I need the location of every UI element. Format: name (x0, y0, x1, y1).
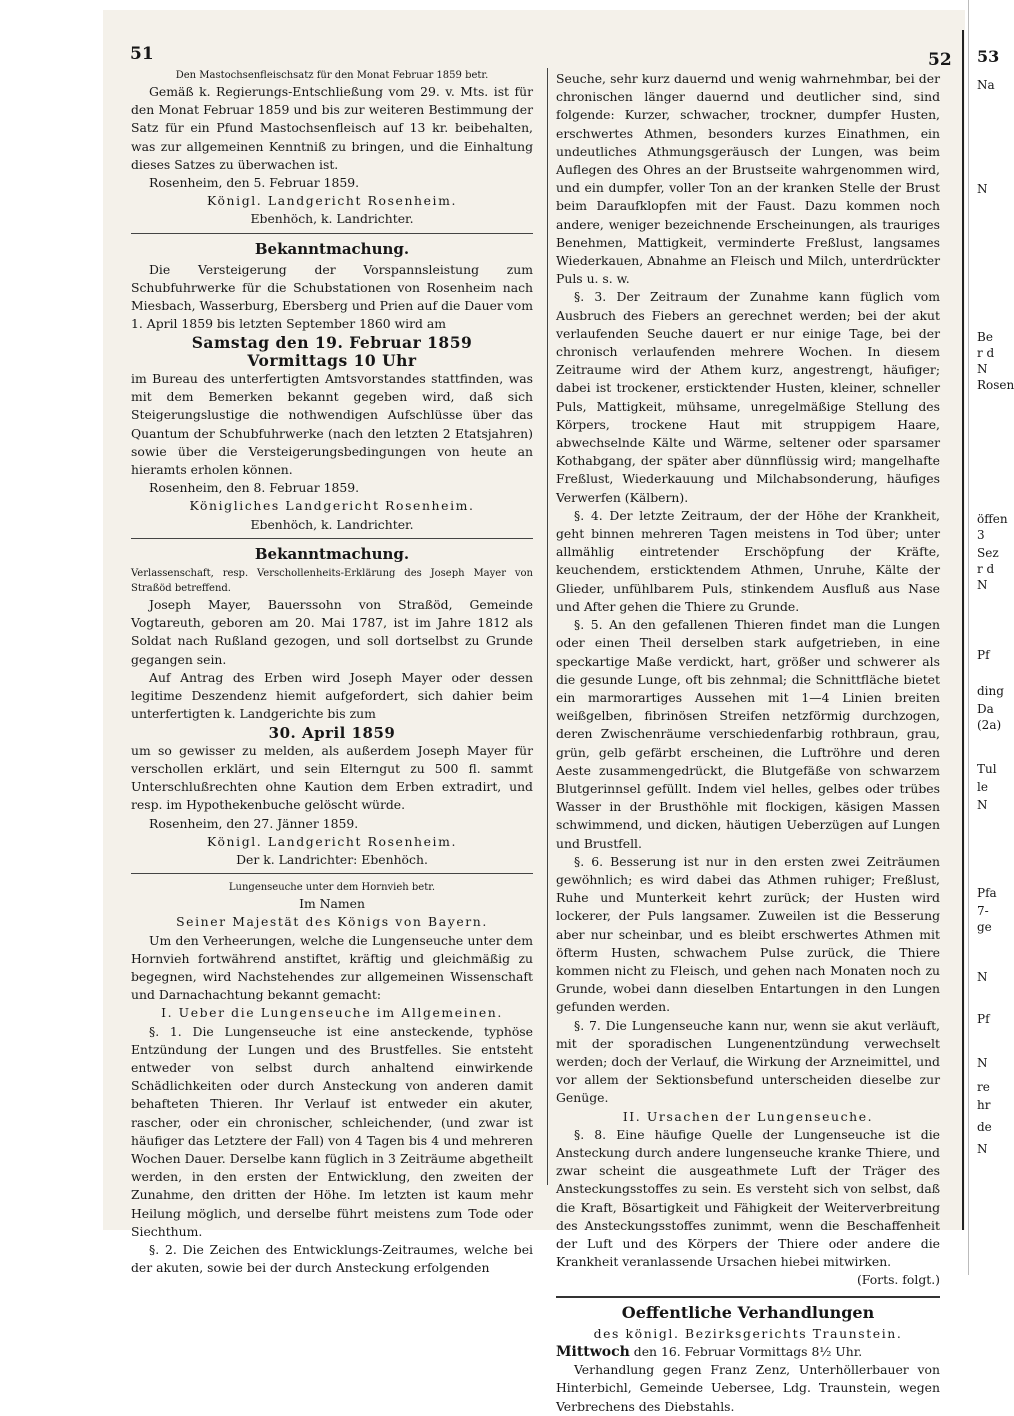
edge-fragment: Pfa (977, 886, 997, 900)
court-subheading: des königl. Bezirksgerichts Traunstein. (593, 1325, 903, 1341)
court-day: Mittwoch (556, 1344, 630, 1361)
notice-meat-heading: Den Mastochsenfleischsatz für den Monat Februar 1859 betr. (175, 70, 489, 81)
edge-fragment: r d (977, 562, 995, 576)
edge-fragment: de (977, 1120, 992, 1134)
edge-fragment: ding (977, 684, 1004, 698)
paragraph-2-continued: Seuche, sehr kurz dauernd und wenig wahrnehmbar, bei der chronischen länger dauernd und deutlicher sind, sind folgende: Kurzer, schwacher, trockner, dumpfer Husten, erschwertes Athmen, besonders kurzes Einathmen, ein undeutliches Athmungsgeräusch der Lungen, was beim Auflegen des Ohres an der Brustseite wahrgenommen wird, und ein dumpfer, voller Ton an der kranken Stelle der Brust beim Daraufklopfen mit der Faust. Dazu kommen noch andere, weniger bezeichnende Erscheinungen, als trauriges Benehmen, Mattigkeit, verminderte Freßlust, langsames Wiederkauen, Abnahme an Fleisch und Milch, unterdrückter Puls u. s. w. (556, 71, 940, 287)
notice-auction-place-date: Rosenheim, den 8. Februar 1859. (149, 480, 360, 496)
notice-auction-time: Vormittags 10 Uhr (247, 350, 417, 370)
separator (131, 233, 533, 234)
paragraph-7: §. 7. Die Lungenseuche kann nur, wenn sie akut verläuft, mit der sporadischen Lungenentzündung verwechselt werden; doch der Verlauf, die Wirkung der Arzneimittel, und vor allem der Sektionsbefund unterscheiden dieselbe zur Genüge. (556, 1017, 940, 1106)
edge-fragment: Rosen (977, 378, 1014, 392)
notice-auction-title: Bekanntmachung. (254, 239, 410, 258)
edge-fragment: Pf (977, 648, 990, 662)
notice-meat-signer: Ebenhöch, k. Landrichter. (250, 211, 414, 227)
page-fold-rule (962, 30, 964, 1230)
page-number-right: 52 (928, 50, 952, 70)
edge-fragment: hr (977, 1098, 991, 1112)
edge-fragment: (2a) (977, 718, 1002, 732)
notice-estate-place-date: Rosenheim, den 27. Jänner 1859. (149, 815, 359, 831)
notice-estate-body3: um so gewisser zu melden, als außerdem Joseph Mayer für verschollen erklärt, und sein Elterngut zu 500 fl. sammt Unterschlußrechten ohne Kaution dem Erben extradirt, und resp. im Hypothekenbuche gelöscht würde. (131, 742, 533, 813)
edge-fragment: re (977, 1080, 990, 1094)
edge-fragment: le (977, 780, 988, 794)
notice-disease-subject: Lungenseuche unter dem Hornvieh betr. (228, 882, 436, 894)
edge-fragment: N (977, 578, 988, 592)
page-number-next: 53 (977, 47, 1000, 66)
notice-estate-date: 30. April 1859 (268, 723, 396, 742)
edge-fragment: Pf (977, 1012, 990, 1026)
court-case: Verhandlung gegen Franz Zenz, Unterhöllerbauer von Hinterbichl, Gemeinde Uebersee, Ldg. Traunstein, wegen Verbrechens des Diebstahls. (556, 1362, 940, 1414)
edge-fragment: Sez (977, 546, 999, 560)
paragraph-5: §. 5. An den gefallenen Thieren findet man die Lungen oder einen Theil derselben stark aufgetrieben, in eine speckartige Maße verdickt, hart, größer und schwerer als die gesunde Lunge, oft bis zehnmal; die Schnittfläche bietet ein marmorartiges Aussehen mit 1—4 Linien breiten weißgelben, fibrinösen Streifen netzförmig durchzogen, deren Zwischenräume verschiedenfarbig rothbraun, grau, grün, gelb gefärbt erscheinen, die Luftröhre und deren Aeste zusammengedrückt, die Blutgefäße von schwarzem Blutgerinnsel gefüllt. Indem viel helles, gelbes oder trübes Wasser in der Brusthöhle mit flockigen, käsigen Massen schwimmend, und dicken, häutigen Ueberzügen auf Lungen und Brustfell. (556, 617, 940, 851)
edge-fragment: N (977, 182, 988, 196)
notice-estate-body: Joseph Mayer, Bauerssohn von Straßöd, Gemeinde Vogtareuth, geboren am 20. Mai 1787, ist im Jahre 1812 als Soldat nach Rußland gezogen, und soll dortselbst zu Grunde gegangen sein. (131, 597, 533, 667)
notice-auction-body: Die Versteigerung der Vorspannsleistung zum Schubfuhrwerke für die Schubstationen von Rosenheim nach Miesbach, Wasserburg, Ebersberg und Prien auf die Dauer vom 1. April 1859 bis letzten September 1860 wird am (131, 261, 533, 332)
continuation-note: (Forts. folgt.) (856, 1272, 940, 1288)
edge-fragment: öffen (977, 512, 1008, 526)
separator (131, 873, 533, 874)
edge-fragment: Na (977, 78, 995, 92)
edge-fragment: ge (977, 920, 992, 934)
notice-auction-body-cont: im Bureau des unterfertigten Amtsvorstandes stattfinden, was mit dem Bemerken bekannt gegeben wird, daß sich Steigerungslustige die nothwendigen Aufschlüsse über das Quantum der Schubfuhrwerke (nach den letzten 2 Etatsjahren) sowie über die Versteigerungsbedingungen von heute an hieramts erholen können. (131, 371, 533, 478)
notice-auction-date: Samstag den 19. Februar 1859 (191, 332, 473, 352)
adjacent-page-edge (968, 0, 1014, 1275)
paragraph-3: §. 3. Der Zeitraum der Zunahme kann füglich vom Ausbruch des Fiebers an gerechnet werden; bei der akut verlaufenden Seuche dauert er nur einige Tage, bei der chronisch verlaufenden mehrere Wochen. In diesem Zeitraume wird der Athem kurz, angestrengt, häufiger; dabei ist trockener, ersticktender Husten, kleiner, schneller Puls, Mattigkeit, mühsame, unregelmäßige Stellung des Körpers, trockene Haut mit struppigem Haare, abwechselnde Kälte und Wärme, seltener oder sparsamer Kothabgang, der später aber dünnflüssig wird; mangelhafte Freßlust, Wiederkauung und Milchabsonderung, häufiges Verwerfen (Kälbern). (556, 289, 940, 505)
left-column (131, 68, 533, 1277)
court-date-line (556, 1343, 940, 1361)
edge-fragment: Da (977, 702, 994, 716)
notice-estate-office: Königl. Landgericht Rosenheim. (206, 833, 458, 849)
notice-auction-signer: Ebenhöch, k. Landrichter. (250, 516, 414, 532)
notice-auction-office: Königliches Landgericht Rosenheim. (189, 498, 475, 514)
notice-estate-body2: Auf Antrag des Erben wird Joseph Mayer oder dessen legitime Deszendenz hiemit aufgefordert, sich dahier beim unterfertigten k. Landgerichte bis zum (131, 669, 533, 722)
separator (131, 538, 533, 539)
section-heading-2: II. Ursachen der Lungenseuche. (622, 1108, 874, 1124)
notice-disease-invocation-king: Seiner Majestät des Königs von Bayern. (176, 914, 488, 930)
notice-disease-invocation: Im Namen (299, 896, 365, 912)
notice-meat-body: Gemäß k. Regierungs-Entschließung vom 29. v. Mts. ist für den Monat Februar 1859 und bis zur weiteren Bestimmung der Satz für ein Pfund Mastochsenfleisch auf 13 kr. beibehalten, was zur allgemeinen Kenntniß zu bringen, und die Einhaltung dieses Satzes zu überwachen ist. (131, 84, 533, 172)
separator (556, 1296, 940, 1298)
notice-meat-office: Königl. Landgericht Rosenheim. (206, 193, 458, 209)
edge-fragment: Tul (977, 762, 997, 776)
column-divider (547, 68, 548, 1185)
edge-fragment: r d (977, 346, 995, 360)
notice-disease-intro: Um den Verheerungen, welche die Lungenseuche unter dem Hornvieh fortwährend anstiftet, kräftig und gleichmäßig zu begegnen, wird Nachstehendes zur allgemeinen Wissenschaft und Darnachachtung bekannt gemacht: (131, 932, 533, 1003)
page-number-left: 51 (130, 44, 154, 64)
court-heading: Oeffentliche Verhandlungen (621, 1302, 875, 1322)
edge-fragment: 3 (977, 528, 985, 542)
right-column (556, 70, 940, 1416)
edge-fragment: Be (977, 330, 993, 344)
paragraph-8: §. 8. Eine häufige Quelle der Lungenseuche ist die Ansteckung durch andere lungenseuche kranke Thiere, und zwar scheint die ausgeathmete Luft der Träger des Ansteckungsstoffes zu sein. Es versteht sich von selbst, daß die Kraft, Bösartigkeit und Fähigkeit der Weiterverbreitung des Ansteckungsstoffes zunimmt, wenn die Beschaffenheit der Luft und des Körpers der Thiere oder andere die Krankheit veranlassende Ursachen hiebei mitwirken. (556, 1126, 940, 1270)
paragraph-2: §. 2. Die Zeichen des Entwicklungs-Zeitraumes, welche bei der akuten, sowie bei der durch Ansteckung erfolgenden (131, 1241, 533, 1276)
edge-fragment: N (977, 798, 988, 812)
notice-estate-signer: Der k. Landrichter: Ebenhöch. (236, 851, 428, 867)
paragraph-6: §. 6. Besserung ist nur in den ersten zwei Zeiträumen gewöhnlich; es wird dabei das Athmen ruhiger; Freßlust, Ruhe und Munterkeit kehrt zurück; der Husten wird lockerer, der Puls langsamer. Zuweilen ist die Besserung aber nur scheinbar, und es bleibt erschwertes Athmen mit öfterm Husten, schwachem Pulse zurück, die Thiere kommen nicht zu Fleisch, und gehen nach Monaten noch zu Grunde, wobei dann dieselben Entartungen in den Lungen gefunden werden. (556, 853, 940, 1015)
section-heading: I. Ueber die Lungenseuche im Allgemeinen. (161, 1005, 503, 1021)
edge-fragment: N (977, 362, 988, 376)
edge-fragment: N (977, 1056, 988, 1070)
paragraph-1: §. 1. Die Lungenseuche ist eine ansteckende, typhöse Entzündung der Lungen und des Brustfelles. Sie entsteht entweder von selbst durch anhaltend einwirkende Schädlichkeiten oder durch Ansteckung von anderen damit behafteten Thieren. Ihr Verlauf ist entweder ein akuter, rascher, oder ein chronischer, schleichender, (und zwar ist häufiger das Letztere der Fall) von 4 Tagen bis 4 und mehreren Wochen Dauer. Derselbe kann füglich in 3 Zeiträume abgetheilt werden, in den ersten der Entwicklung, den zweiten der Zunahme, den dritten der Höhe. Im letzten ist kaum mehr Heilung möglich, und derselbe führt meistens zum Tode oder Siechthum. (131, 1023, 533, 1239)
edge-fragment: N (977, 1142, 988, 1156)
notice-estate-subject: Verlassenschaft, resp. Verschollenheits-Erklärung des Joseph Mayer von Straßöd betreffend. (131, 568, 533, 595)
edge-fragment: N (977, 970, 988, 984)
paragraph-4: §. 4. Der letzte Zeitraum, der der Höhe der Krankheit, geht binnen mehreren Tagen meistens in Tod über; unter allmählig eintretender Erschöpfung der Kräfte, keuchendem, ersticktendem Athmen, Unruhe, Kälte der Glieder, unfühlbarem Puls, stinkendem Ausfluß aus Nase und After gehen die Thiere zu Grunde. (556, 507, 940, 614)
notice-meat-place-date: Rosenheim, den 5. Februar 1859. (149, 175, 360, 191)
court-date: den 16. Februar Vormittags 8½ Uhr. (633, 1344, 863, 1360)
notice-estate-title: Bekanntmachung. (254, 544, 410, 563)
edge-fragment: 7- (977, 904, 989, 918)
